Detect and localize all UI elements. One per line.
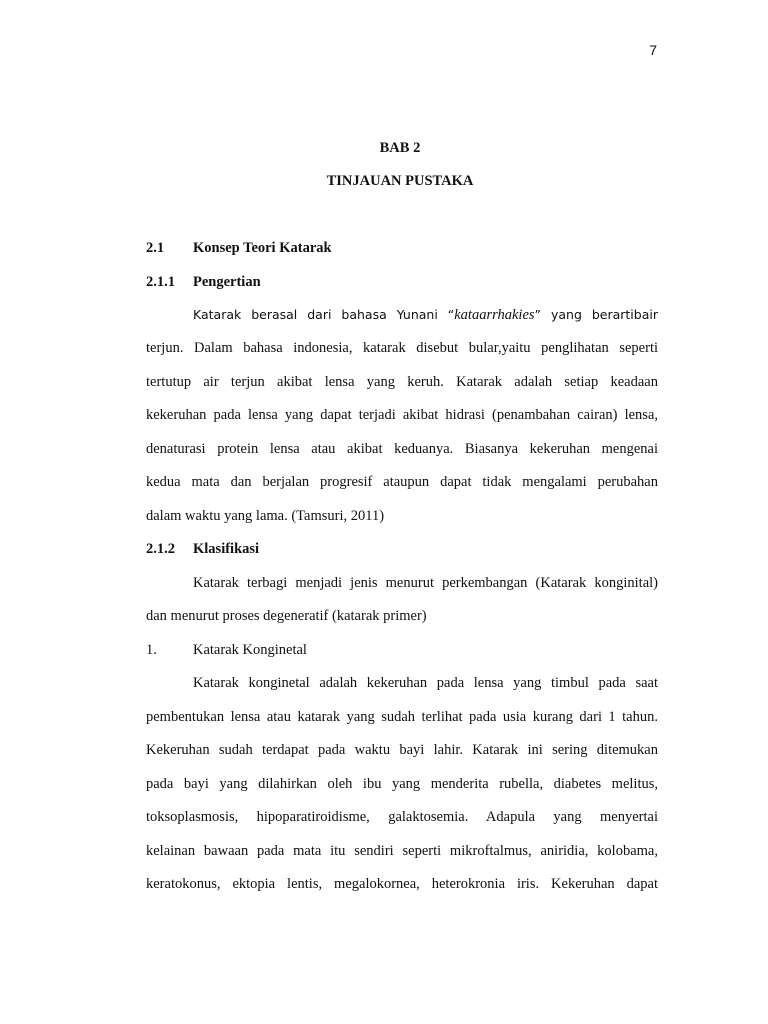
section-title: Konsep Teori Katarak	[193, 240, 332, 256]
paragraph-line: denaturasi protein lensa atau akibat keduanya. Biasanya kekeruhan mengenai	[146, 441, 658, 457]
chapter-label: BAB 2	[379, 140, 421, 156]
list-item-title: Katarak Konginetal	[193, 642, 307, 658]
section-heading-2-1	[146, 240, 332, 257]
paragraph-line: kelainan bawaan pada mata itu sendiri seperti mikroftalmus, aniridia, kolobama,	[146, 843, 658, 859]
paragraph-line: dan menurut proses degeneratif (katarak primer)	[146, 608, 427, 624]
paragraph-line: Katarak terbagi menjadi jenis menurut perkembangan (Katarak konginital)	[193, 575, 658, 591]
paragraph-line	[193, 307, 658, 324]
section-number: 2.1.2	[146, 541, 175, 557]
paragraph-line: pembentukan lensa atau katarak yang sudah terlihat pada usia kurang dari 1 tahun.	[146, 709, 658, 725]
section-heading-2-1-2	[146, 541, 259, 558]
italic-term: kataarrhakies	[454, 307, 535, 323]
section-heading-2-1-1	[146, 274, 261, 291]
paragraph-line: dalam waktu yang lama. (Tamsuri, 2011)	[146, 508, 385, 524]
page-number: 7	[649, 42, 657, 58]
paragraph-line: terjun. Dalam bahasa indonesia, katarak disebut bular,yaitu penglihatan seperti	[146, 340, 658, 356]
paragraph-line: keratokonus, ektopia lentis, megalokornea, heterokronia iris. Kekeruhan dapat	[146, 876, 658, 892]
section-title: Pengertian	[193, 274, 261, 290]
paragraph-line: Kekeruhan sudah terdapat pada waktu bayi lahir. Katarak ini sering ditemukan	[146, 742, 658, 758]
section-number: 2.1	[146, 240, 165, 256]
paragraph-line: kedua mata dan berjalan progresif ataupun dapat tidak mengalami perubahan	[146, 474, 658, 490]
paragraph-line: toksoplasmosis, hipoparatiroidisme, galaktosemia. Adapula yang menyertai	[146, 809, 658, 825]
list-item-number: 1.	[146, 642, 157, 658]
list-item-heading	[146, 642, 307, 659]
text-run: ” yang berartibair	[534, 307, 658, 322]
section-title: Klasifikasi	[193, 541, 260, 557]
chapter-title: TINJAUAN PUSTAKA	[326, 173, 474, 189]
paragraph-line: Katarak konginetal adalah kekeruhan pada lensa yang timbul pada saat	[193, 675, 658, 691]
section-number: 2.1.1	[146, 274, 175, 290]
paragraph-line: tertutup air terjun akibat lensa yang keruh. Katarak adalah setiap keadaan	[146, 374, 658, 390]
paragraph-line: kekeruhan pada lensa yang dapat terjadi akibat hidrasi (penambahan cairan) lensa,	[146, 407, 658, 423]
paragraph-line: pada bayi yang dilahirkan oleh ibu yang menderita rubella, diabetes melitus,	[146, 776, 658, 792]
text-run: Katarak berasal dari bahasa Yunani “	[193, 307, 455, 322]
